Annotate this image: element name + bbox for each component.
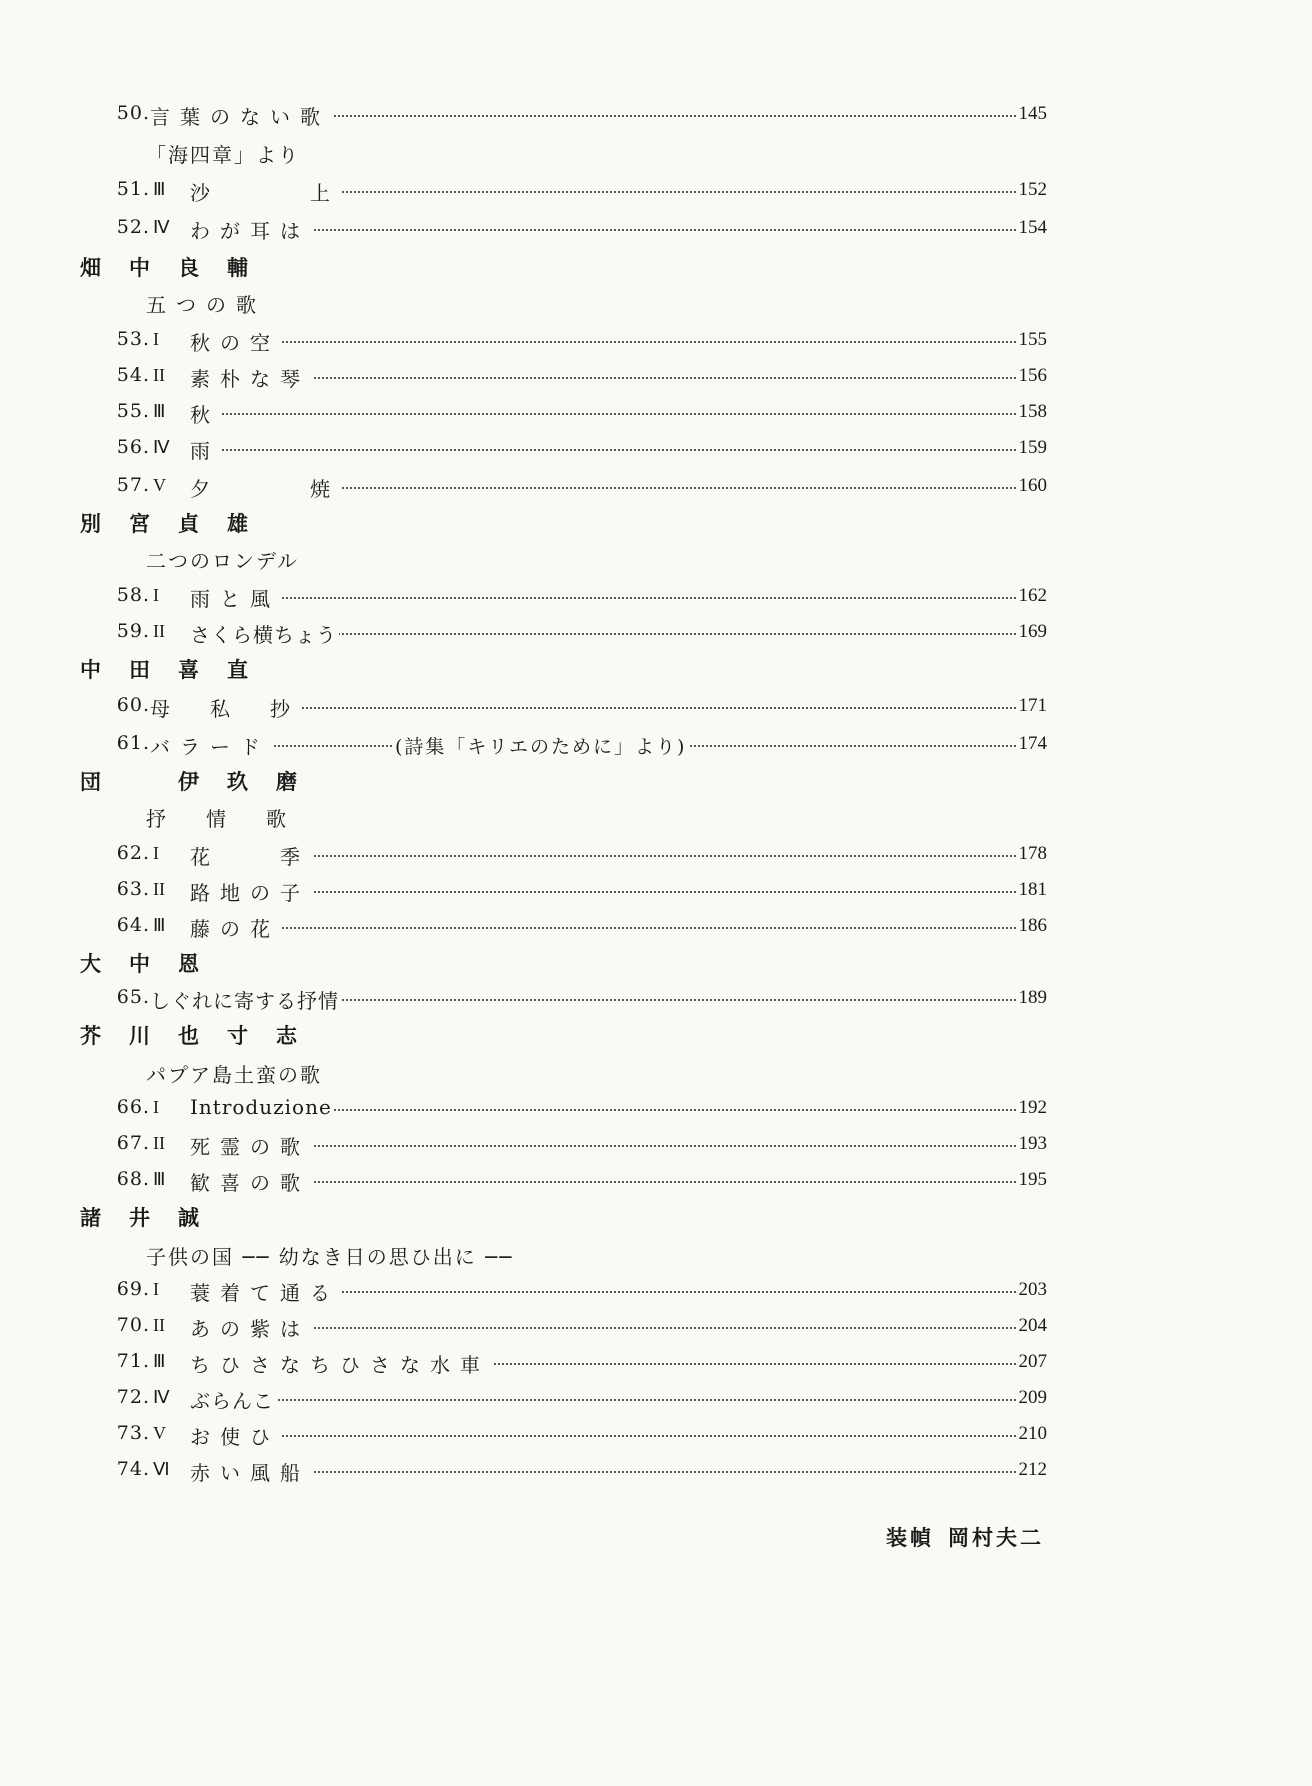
entry-number: 64. bbox=[116, 914, 150, 936]
toc-entry bbox=[0, 872, 1152, 906]
roman-numeral: Ⅲ bbox=[153, 179, 166, 199]
suite-heading bbox=[0, 284, 1152, 318]
roman-numeral: Ⅵ bbox=[153, 1459, 170, 1479]
dot-leader bbox=[190, 1145, 1040, 1147]
song-title: 夕 焼 bbox=[190, 473, 342, 502]
entry-number: 67. bbox=[116, 1132, 150, 1154]
roman-numeral: Ⅳ bbox=[153, 437, 170, 457]
song-title: わが耳は bbox=[190, 215, 312, 244]
toc-entry bbox=[0, 1416, 1152, 1450]
roman-numeral: II bbox=[153, 621, 165, 641]
page-number: 212 bbox=[1016, 1459, 1048, 1481]
entry-number: 68. bbox=[116, 1168, 150, 1190]
composer-name: 中田喜直 bbox=[80, 657, 276, 682]
entry-number: 71. bbox=[116, 1350, 150, 1372]
roman-numeral: I bbox=[153, 1279, 159, 1299]
suite-title: 五つの歌 bbox=[146, 293, 266, 317]
toc-entry bbox=[0, 1380, 1152, 1414]
roman-numeral: Ⅲ bbox=[153, 401, 166, 421]
song-title: さくら横ちょう bbox=[190, 619, 339, 648]
entry-number: 59. bbox=[116, 620, 150, 642]
entry-number: 70. bbox=[116, 1314, 150, 1336]
entry-number: 51. bbox=[116, 178, 150, 200]
song-title: あの紫は bbox=[190, 1313, 312, 1342]
toc-entry bbox=[0, 394, 1152, 428]
page-number: 195 bbox=[1016, 1169, 1048, 1191]
song-title: 赤い風船 bbox=[190, 1457, 312, 1486]
toc-entry bbox=[0, 578, 1152, 612]
toc-entry bbox=[0, 1090, 1152, 1124]
song-title: 秋の空 bbox=[190, 327, 282, 356]
composer-name: 団 伊玖磨 bbox=[80, 769, 325, 794]
dot-leader bbox=[190, 1327, 1040, 1329]
page-number: 160 bbox=[1016, 475, 1048, 497]
composer-heading bbox=[0, 248, 1152, 282]
page-number: 162 bbox=[1016, 585, 1048, 607]
composer-name: 芥川也寸志 bbox=[80, 1023, 325, 1048]
suite-heading bbox=[0, 540, 1152, 574]
entry-number: 57. bbox=[116, 474, 150, 496]
entry-number: 72. bbox=[116, 1386, 150, 1408]
song-title: 雨と風 bbox=[190, 583, 282, 612]
entry-number: 52. bbox=[116, 216, 150, 238]
roman-numeral: Ⅲ bbox=[153, 1169, 166, 1189]
page-number: 203 bbox=[1016, 1279, 1048, 1301]
composer-heading bbox=[0, 1016, 1152, 1050]
roman-numeral: I bbox=[153, 843, 159, 863]
design-credit bbox=[886, 1522, 1044, 1552]
toc-entry bbox=[0, 1452, 1152, 1486]
toc-entry bbox=[0, 836, 1152, 870]
song-title: 素朴な琴 bbox=[190, 363, 312, 392]
page-number: 204 bbox=[1016, 1315, 1048, 1337]
page-number: 193 bbox=[1016, 1133, 1048, 1155]
song-title: Introduzione bbox=[190, 1095, 332, 1119]
suite-heading bbox=[0, 798, 1152, 832]
song-title: 蓑着て通る bbox=[190, 1277, 342, 1306]
song-title: ぶらんこ bbox=[190, 1385, 276, 1414]
entry-number: 62. bbox=[116, 842, 150, 864]
roman-numeral: Ⅳ bbox=[153, 217, 170, 237]
entry-number: 74. bbox=[116, 1458, 150, 1480]
roman-numeral: Ⅳ bbox=[153, 1387, 170, 1407]
suite-title: 抒 情 歌 bbox=[146, 807, 296, 831]
song-title: 言葉のない歌 bbox=[150, 101, 332, 130]
entry-number: 50. bbox=[116, 102, 150, 124]
song-title: お使ひ bbox=[190, 1421, 282, 1450]
page-number: 154 bbox=[1016, 217, 1048, 239]
page-number: 158 bbox=[1016, 401, 1048, 423]
entry-number: 55. bbox=[116, 400, 150, 422]
page-number: 210 bbox=[1016, 1423, 1048, 1445]
page-number: 145 bbox=[1016, 103, 1048, 125]
dot-leader bbox=[190, 1435, 1040, 1437]
composer-heading bbox=[0, 504, 1152, 538]
dot-leader bbox=[190, 341, 1040, 343]
song-title: 歓喜の歌 bbox=[190, 1167, 312, 1196]
toc-entry bbox=[0, 322, 1152, 356]
page-number: 186 bbox=[1016, 915, 1048, 937]
roman-numeral: II bbox=[153, 879, 165, 899]
suite-heading bbox=[0, 1236, 1152, 1270]
entry-number: 58. bbox=[116, 584, 150, 606]
toc-entry bbox=[0, 908, 1152, 942]
song-title: 死霊の歌 bbox=[190, 1131, 312, 1160]
page-number: 159 bbox=[1016, 437, 1048, 459]
roman-numeral: II bbox=[153, 1133, 165, 1153]
composer-name: 畑中良輔 bbox=[80, 255, 276, 280]
song-title: バラード bbox=[150, 731, 272, 760]
toc-entry bbox=[0, 1126, 1152, 1160]
dot-leader bbox=[190, 413, 1040, 415]
dot-leader bbox=[190, 1471, 1040, 1473]
dot-leader bbox=[190, 891, 1040, 893]
composer-heading bbox=[0, 944, 1152, 978]
song-title: 藤の花 bbox=[190, 913, 282, 942]
page-number: 181 bbox=[1016, 879, 1048, 901]
roman-numeral: II bbox=[153, 365, 165, 385]
dot-leader bbox=[190, 597, 1040, 599]
suite-title: 二つのロンデル bbox=[146, 549, 299, 573]
roman-numeral: Ⅲ bbox=[153, 1351, 166, 1371]
composer-heading bbox=[0, 1198, 1152, 1232]
toc-entry bbox=[0, 96, 1152, 130]
page-number: 174 bbox=[1016, 733, 1048, 755]
suite-heading bbox=[0, 1054, 1152, 1088]
roman-numeral: V bbox=[153, 475, 166, 495]
suite-title: パプア島土蛮の歌 bbox=[146, 1063, 322, 1087]
entry-number: 54. bbox=[116, 364, 150, 386]
roman-numeral: I bbox=[153, 329, 159, 349]
entry-number: 65. bbox=[116, 986, 150, 1008]
song-title: 雨 bbox=[190, 435, 222, 464]
suite-title: 子供の国 ── 幼なき日の思ひ出に ── bbox=[146, 1245, 514, 1269]
page-number: 155 bbox=[1016, 329, 1048, 351]
suite-title: 「海四章」より bbox=[146, 143, 300, 167]
song-title: 秋 bbox=[190, 399, 222, 428]
page-number: 152 bbox=[1016, 179, 1048, 201]
toc-entry bbox=[0, 172, 1152, 206]
entry-number: 53. bbox=[116, 328, 150, 350]
roman-numeral: I bbox=[153, 585, 159, 605]
toc-entry bbox=[0, 1344, 1152, 1378]
song-title: 母 私 抄 bbox=[150, 693, 302, 722]
composer-heading bbox=[0, 762, 1152, 796]
credit-name: 岡村夫二 bbox=[948, 1525, 1044, 1550]
roman-numeral: V bbox=[153, 1423, 166, 1443]
page-number: 171 bbox=[1016, 695, 1048, 717]
toc-entry bbox=[0, 980, 1152, 1014]
roman-numeral: I bbox=[153, 1097, 159, 1117]
entry-number: 60. bbox=[116, 694, 150, 716]
toc-entry bbox=[0, 468, 1152, 502]
suite-heading bbox=[0, 134, 1152, 168]
dot-leader bbox=[190, 449, 1040, 451]
dot-leader bbox=[190, 229, 1040, 231]
composer-name: 別宮貞雄 bbox=[80, 511, 276, 536]
song-title: ちひさなちひさな水車 bbox=[190, 1349, 492, 1378]
toc-entry bbox=[0, 358, 1152, 392]
entry-number: 66. bbox=[116, 1096, 150, 1118]
toc-entry bbox=[0, 210, 1152, 244]
entry-number: 63. bbox=[116, 878, 150, 900]
song-title: しぐれに寄する抒情 bbox=[150, 985, 341, 1014]
composer-heading bbox=[0, 650, 1152, 684]
entry-number: 73. bbox=[116, 1422, 150, 1444]
dot-leader bbox=[190, 927, 1040, 929]
toc-entry bbox=[0, 614, 1152, 648]
dot-leader bbox=[190, 377, 1040, 379]
toc-entry bbox=[0, 430, 1152, 464]
toc-entry bbox=[0, 1308, 1152, 1342]
page-number: 207 bbox=[1016, 1351, 1048, 1373]
dot-leader bbox=[190, 855, 1040, 857]
page-number: 209 bbox=[1016, 1387, 1048, 1409]
entry-number: 69. bbox=[116, 1278, 150, 1300]
toc-entry bbox=[0, 688, 1152, 722]
song-title: 花 季 bbox=[190, 841, 312, 870]
page-number: 189 bbox=[1016, 987, 1048, 1009]
source-note: (詩集「キリエのために」より) bbox=[392, 732, 689, 759]
toc-entry bbox=[0, 1272, 1152, 1306]
toc-entry bbox=[0, 1162, 1152, 1196]
entry-number: 61. bbox=[116, 732, 150, 754]
toc-entry bbox=[0, 726, 1152, 760]
composer-name: 大中恩 bbox=[80, 951, 227, 976]
song-title: 沙 上 bbox=[190, 177, 342, 206]
composer-name: 諸井誠 bbox=[80, 1205, 227, 1230]
page-number: 156 bbox=[1016, 365, 1048, 387]
entry-number: 56. bbox=[116, 436, 150, 458]
page-number: 178 bbox=[1016, 843, 1048, 865]
roman-numeral: II bbox=[153, 1315, 165, 1335]
credit-label: 装幀 bbox=[886, 1525, 934, 1550]
roman-numeral: Ⅲ bbox=[153, 915, 166, 935]
song-title: 路地の子 bbox=[190, 877, 312, 906]
dot-leader bbox=[190, 1399, 1040, 1401]
page-number: 169 bbox=[1016, 621, 1048, 643]
dot-leader bbox=[190, 1181, 1040, 1183]
page-number: 192 bbox=[1016, 1097, 1048, 1119]
